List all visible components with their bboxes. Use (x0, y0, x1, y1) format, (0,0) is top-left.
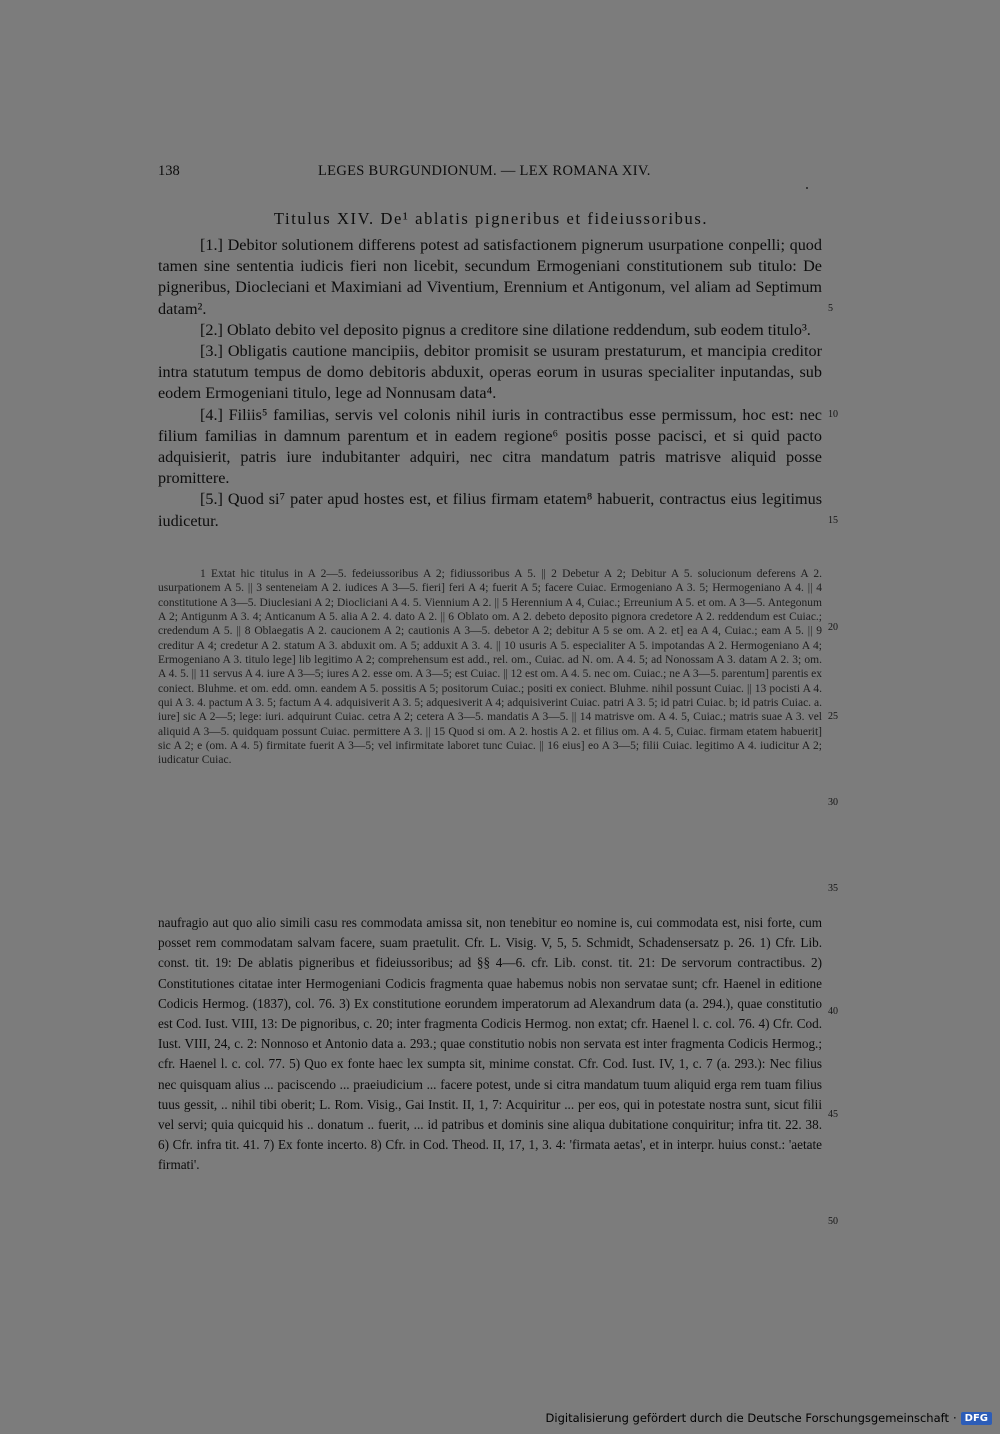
scan-speck (806, 187, 808, 189)
line-number: 15 (828, 515, 838, 526)
paragraph-2: [2.] Oblato debito vel deposito pignus a creditore sine dilatione reddendum, sub eodem titulo³. (200, 320, 811, 339)
line-number: 50 (828, 1216, 838, 1227)
line-number: 30 (828, 797, 838, 808)
critical-apparatus (158, 567, 822, 768)
main-text (158, 235, 822, 532)
footer-text: Digitalisierung gefördert durch die Deutsche Forschungsgemeinschaft (545, 1411, 949, 1425)
dfg-logo-icon: DFG (961, 1412, 992, 1425)
apparatus-notes: 1 Extat hic titulus in A 2—5. fedeiussoribus A 2; fidiussoribus A 5. || 2 Debetur A 2; Debitur A 5. solucionum deferens A 2. usurpationem A 5. || 3 senteneiam A 2. iudices A 3—5. fieri] feri A 4; fuerit A 5; facere Cuiac. Ermogeniano A 3. 5; Hermogeniano A 4. || 4 constitutione A 3—5. Diuclesiani A 2; Diocliciani A 4. 5. Viennium A 2. || 5 Herennium A 4, Cuiac.; Erreunium A 5. et om. A 3—5. Antegonum A 2; Antigunm A 3. 4; Anticanum A 5. alia A 2. 4. dato A 2. || 6 Oblato om. A 2. debeto deposito pignora credetore A 2. reddendum est Cuiac.; credendum A 5. || 8 Oblaegatis A 2. caucionem A 2; cautionis A 3—5. debetor A 2; debitur A 5 se om. A 2. et] ea A 4, Cuiac.; eam A 5. || 9 creditur A 4; credetur A 2. statum A 3. abduxit om. A 5; adduxit A 3. 4. || 10 usuris A 5. especialiter A 5. impotandas A 2. Hermogeniano A 4; Ermogeniano A 3. titulo lege] lib legitimo A 2; comprehensum est add., rel. om., Cuiac. ad N. om. A 4. 5; ad Nonossam A 3. datam A 2. 3; om. A 4. 5. || 11 servus A 4. iure A 3—5; iures A 2. esse om. A 3—5; est Cuiac. || 12 est om. A 4. 5. nec om. Cuiac.; ne A 3—5. parentum] parentis ex coniect. Bluhme. et om. edd. omn. eandem A 5. possitis A 5; positorum Cuiac.; positi ex coniect. Bluhme. nihil possunt Cuiac. || 13 pocisti A 4. qui A 3. 4. pactum A 3. 5; factum A 4. adquisiverit A 3. 5; adquesiverit A 4; adquisiverint Cuiac. patri A 3. 5; id patri Cuiac. b; id patris Cuiac. a. iure] sic A 2—5; lege: iuri. adquirunt Cuiac. cetra A 2; cetera A 3—5. mandatis A 3—5. || 14 matrisve om. A 4. 5, Cuiac.; matris suae A 3. vel aliquid A 3—5. quidquam possunt Cuiac. permittere A 3. || 15 Quod si om. A 2. hostis A 2. et filius om. A 4. 5, Cuiac. firmam etatem habuerit] sic A 2; e (om. A 4. 5) firmitate fuerit A 3—5; vel infirmitate laboret tunc Cuiac. || 16 eius] eo A 3—5; filii Cuiac. legitimo A 4. iudicitur A 2; iudicatur Cuiac. (158, 568, 822, 767)
line-number: 40 (828, 1006, 838, 1017)
line-number: 5 (828, 303, 833, 314)
running-title: LEGES BURGUNDIONUM. — LEX ROMANA XIV. (318, 163, 651, 179)
paragraph-5: [5.] Quod si⁷ pater apud hostes est, et filius firmam etatem⁸ habuerit, contractus eius legitimus iudicetur. (158, 490, 822, 530)
page-number: 138 (158, 163, 180, 179)
line-number: 20 (828, 622, 838, 633)
commentary-notes (158, 913, 822, 1176)
footer-separator: · (953, 1411, 957, 1425)
commentary-text: naufragio aut quo alio simili casu res commodata amissa sit, non tenebitur eo nomine is, cui commodata est, nisi forte, cum posset rem commodatam salvam facere, suam praetulit. Cfr. L. Visig. V, 5, 5. Schmidt, Schadensersatz p. 26. 1) Cfr. Lib. const. tit. 19: De ablatis pigneribus et fideiussoribus; ad §§ 4—6. cfr. Lib. const. tit. 21: De servorum contractibus. 2) Constitutiones citatae inter Hermogeniani Codicis fragmenta quae habemus nobis non servatae sunt; cfr. Haenel in editione Codicis Hermog. (1837), col. 76. 3) Ex constitutione eorundem imperatorum ad Alexandrum data (a. 294.), quae constitutio est Cod. Iust. VIII, 13: De pignoribus, c. 20; inter fragmenta Codicis Hermog. non extat; cfr. Haenel l. c. col. 76. 4) Cfr. Cod. Iust. VIII, 24, c. 2: Nonnoso et Antonio data a. 293.; quae constitutio nobis non servata est inter fragmenta Codicis Hermog.; cfr. Haenel l. c. col. 77. 5) Quo ex fonte haec lex sumpta sit, minime constat. Cfr. Cod. Iust. IV, 1, c. 7 (a. 293.): Nec filius nec quisquam alius ... paciscendo ... praeiudicium ... facere potest, unde si citra mandatum tuum aliquid erga rem tuam filius tuus gessit, .. nihil tibi oberit; L. Rom. Visig., Gai Instit. II, 1, 7: Acquiritur ... per eos, qui in potestate nostra sunt, sicut filii vel servi; quia quicquid his .. donatum .. fuerit, ... id patribus et dominis sine aliqua dubitatione conquiritur; infra tit. 22. 38. 6) Cfr. infra tit. 41. 7) Ex fonte incerto. 8) Cfr. in Cod. Theod. II, 17, 1, 3. 4: 'firmata aetas', et in interpr. huius const.: 'aetate firmati'. (158, 915, 822, 1173)
line-number: 25 (828, 711, 838, 722)
digitization-footer (546, 1410, 992, 1426)
line-number: 35 (828, 883, 838, 894)
line-number: 45 (828, 1109, 838, 1120)
section-title: Titulus XIV. De¹ ablatis pigneribus et fideiussoribus. (273, 209, 709, 228)
paragraph-4: [4.] Filiis⁵ familias, servis vel colonis nihil iuris in contractibus esse permissum, hoc est: nec filium familias in damnum parentum et in eadem regione⁶ positis posse pacisci, et si quid pacto adquisierit, patris iure indubitanter adquiri, nec citra mandatum patris matrisve aliquid posse promittere. (158, 405, 822, 488)
paragraph-1: [1.] Debitor solutionem differens potest ad satisfactionem pignerum usurpatione conpelli; quod tamen sine sententia iudicis fieri non licebit, secundum Ermogeniani constitutionem sub titulo: De pigneribus, Diocleciani et Maximiani ad Viventium, Erennium et Antigonum, vel aliam ad Septimum datam². (158, 236, 822, 318)
running-header (158, 163, 820, 185)
line-number: 10 (828, 409, 838, 420)
paragraph-3: [3.] Obligatis cautione mancipiis, debitor promisit se usuram prestaturum, et mancipia creditor intra statutum tempus de domo debitoris abduxit, operas eorum in usuras specialiter inputandas, sub eodem Ermogeniani titulo, lege ad Nonnusam data⁴. (158, 342, 822, 403)
